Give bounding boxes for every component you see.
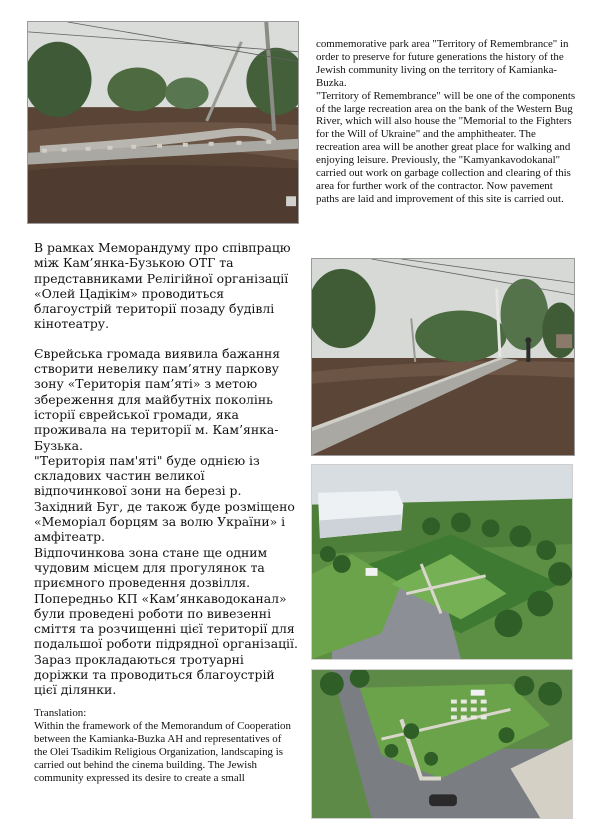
park-design-image-2 — [312, 670, 572, 818]
translation-right-column — [316, 38, 576, 206]
photo-paved-path — [311, 258, 575, 456]
uk-paragraph-5: Попередньо КП «Кам’янкаводоканал» були проведені роботи по вивезенні сміття та розчищенні цієї території для подальшої роботи підрядної організації. — [34, 590, 298, 652]
ukrainian-article — [34, 240, 298, 698]
translation-text-right-1: commemorative park area "Territory of Remembrance" in order to preserve for future generations the history of the Jewish community living on the territory of Kamianka-Buzka. — [316, 38, 569, 89]
park-design-image-1 — [312, 465, 572, 659]
translation-text-left: Within the framework of the Memorandum of Cooperation between the Kamianka-Buzka AH and representatives of the Olei Tsadikim Religious Organization, landscaping is carried out behind the cinema building. The Jewish community expressed its desire to create a small — [34, 719, 291, 784]
construction-site-image — [28, 22, 298, 223]
rendering-park-aerial-1 — [311, 464, 573, 660]
translation-text-right-2: "Territory of Remembrance" will be one of the components of the large recreation area on the bank of the Western Bug River, which will also house the "Memorial to the Fighters for the Will of Ukraine" and the amphitheater. The recreation area will be another great place for walking and enjoying leisure. Previously, the "Kamyankavodokanal" carried out work on garbage collection and clearing of this area for further work of the contractor. Now pavement paths are laid and improvement of this site is carried out. — [316, 89, 576, 205]
paved-path-image — [312, 259, 574, 455]
rendering-park-aerial-2 — [311, 669, 573, 819]
uk-paragraph-3: "Територія пам'яті" буде однією із складових частин великої відпочинкової зони на березі р. Західний Буг, де також буде розміщено «Меморіал борцям за волю України» і амфітеатр. — [34, 452, 295, 545]
photo-paving-site — [27, 21, 299, 224]
uk-paragraph-4: Відпочинкова зона стане ще одним чудовим місцем для прогулянок та приємного проведення дозвілля. — [34, 544, 268, 591]
translation-left-column — [34, 707, 296, 784]
uk-paragraph-2: Єврейська громада виявила бажання створити невелику пам’ятну паркову зону «Територія пам’яті» з метою збереження для майбутніх поколінь історії єврейської громади, яка проживала на території м. Кам’янка-Бузька. — [34, 345, 281, 453]
uk-paragraph-1: В рамках Меморандуму про співпрацю між Кам’янка-Бузькою ОТГ та представниками Релігійної організації «Олей Цадікім» проводиться благоустрій території позаду будівлі кінотеатру. — [34, 240, 291, 332]
uk-paragraph-6: Зараз прокладаються тротуарні доріжки та проводиться благоустрій цієї ділянки. — [34, 651, 275, 698]
translation-heading: Translation: — [34, 707, 87, 719]
